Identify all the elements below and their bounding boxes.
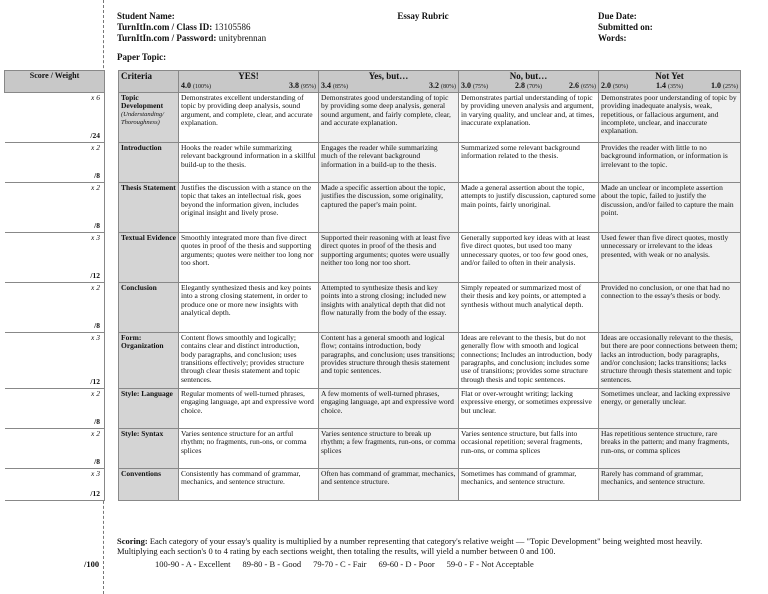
rubric-row — [5, 428, 741, 468]
student-name-label: Student Name: — [117, 11, 175, 21]
descriptor-yes: Smoothly integrated more than five direct quotes in proof of the thesis and supporting arguments; quotes were neither too long nor too short. — [179, 232, 319, 282]
criterion-name: Conventions — [121, 468, 162, 478]
score-cell — [5, 92, 105, 142]
descriptor-no-but: Summarized some relevant background information related to the thesis. — [459, 142, 599, 182]
score-cell — [5, 332, 105, 388]
class-id-label: TurnItIn.com / Class ID: — [117, 22, 213, 32]
spacer — [105, 232, 119, 282]
descriptor-yes-but: Content has a general smooth and logical flow; contains introduction, body paragraphs, and conclusion; uses transitions; provides structure through thesis statement and topic sentences. — [319, 332, 459, 388]
page-title: Essay Rubric — [397, 11, 449, 21]
criterion-cell — [119, 468, 179, 500]
score-weight-header: Score / Weight — [5, 71, 105, 93]
descriptor-not-yet: Provides the reader with little to no background information, or information is irrelevant to the topic. — [599, 142, 741, 182]
rubric-table — [4, 70, 741, 501]
scoring-explanation — [117, 536, 737, 556]
column-not-yet: Not Yet 2.0 (50%) 1.4 (35%) 1.0 (25%) — [599, 71, 741, 93]
password-value: unitybrennan — [218, 33, 267, 43]
total-score: /100 — [84, 559, 100, 569]
descriptor-yes: Elegantly synthesized thesis and key points into a strong closing statement, in order to produce one or more new insights with analytical depth. — [179, 282, 319, 332]
submitted-on-label: Submitted on: — [598, 22, 653, 32]
column-title: Not Yet — [655, 71, 684, 81]
row-total: /12 — [90, 271, 100, 281]
due-date-label: Due Date: — [598, 11, 637, 21]
descriptor-yes-but: A few moments of well-turned phrases, engaging language, apt and expressive word choice. — [319, 388, 459, 428]
descriptor-yes-but: Made a specific assertion about the topic, justifies the discussion, some originality, captured the paper's main point. — [319, 182, 459, 232]
descriptor-yes: Hooks the reader while summarizing relevant background information in a skillful build-up to the thesis. — [179, 142, 319, 182]
spacer — [105, 142, 119, 182]
column-no-but: No, but… 3.0 (75%) 2.8 (70%) 2.6 (65%) — [459, 71, 599, 93]
rubric-row — [5, 388, 741, 428]
descriptor-not-yet: Ideas are occasionally relevant to the thesis, but there are poor connections between them; lacks an introduction, body paragraphs, and/or conclusion; lacks transitions; lacks structure through thesis statement and topic sentences. — [599, 332, 741, 388]
rubric-row — [5, 182, 741, 232]
grade-scale — [155, 559, 534, 569]
row-total: /8 — [94, 417, 100, 427]
student-info — [117, 11, 387, 44]
descriptor-not-yet: Used fewer than five direct quotes, mostly unnecessary or irrelevant to the ideas presented, with weak or no analysis. — [599, 232, 741, 282]
criterion-name: Form: Organization — [121, 332, 164, 351]
criterion-name: Style: Syntax — [121, 428, 164, 438]
score-cell — [5, 232, 105, 282]
weight: x 3 — [91, 468, 100, 478]
descriptor-no-but: Generally supported key ideas with at least five direct quotes, but used too many unnecessary quotes, or too few good ones, and/or failed to often in their analysis. — [459, 232, 599, 282]
weight: x 2 — [91, 428, 100, 438]
descriptor-yes-but: Demonstrates good understanding of topic by providing some deep analysis, general sound argument, and fairly complete, clear, and accurate explanation. — [319, 92, 459, 142]
score-cell — [5, 428, 105, 468]
criterion-cell — [119, 428, 179, 468]
row-total: /8 — [94, 457, 100, 467]
criterion-cell — [119, 388, 179, 428]
criterion-cell — [119, 282, 179, 332]
descriptor-not-yet: Sometimes unclear, and lacking expressive energy, or generally unclear. — [599, 388, 741, 428]
weight: x 3 — [91, 332, 100, 342]
descriptor-yes-but: Engages the reader while summarizing much of the relevant background information in a build-up to the thesis. — [319, 142, 459, 182]
spacer — [105, 388, 119, 428]
column-yes: YES! 4.0 (100%) 3.8 (95%) — [179, 71, 319, 93]
spacer — [105, 468, 119, 500]
criterion-name: Style: Language — [121, 388, 173, 398]
descriptor-yes-but: Supported their reasoning with at least five direct quotes in proof of the thesis and supporting arguments; quotes were usually neither too long nor too short. — [319, 232, 459, 282]
rubric-row — [5, 232, 741, 282]
scoring-text: Each category of your essay's quality is multiplied by a number representing that category's relative weight — "Topic Development" being weighted most heavily. Multiplying each section's 0 to 4 rating by each sections weight, then totaling the results, will yield a number between 0 and 100. — [117, 536, 703, 556]
grade-a: 100-90 - A - Excellent — [155, 559, 231, 569]
descriptor-not-yet: Demonstrates poor understanding of topic by providing inadequate analysis, weak, repetitious, or fallacious argument, and incomplete, unclear, and inaccurate explanation. — [599, 92, 741, 142]
descriptor-yes: Content flows smoothly and logically; contains clear and distinct introduction, body paragraphs, and conclusion; uses transitions effectively; provides structure through clear thesis statement and topic sentences. — [179, 332, 319, 388]
spacer — [105, 332, 119, 388]
column-title: YES! — [238, 71, 259, 81]
descriptor-no-but: Demonstrates partial understanding of topic by providing uneven analysis and argument, in varying quality, and unclear and, at times, inaccurate explanation. — [459, 92, 599, 142]
descriptor-not-yet: Provided no conclusion, or one that had no connection to the essay's thesis or body. — [599, 282, 741, 332]
criterion-name: Topic Development — [121, 92, 164, 111]
weight: x 6 — [91, 92, 100, 102]
words-label: Words: — [598, 33, 627, 43]
spacer — [105, 92, 119, 142]
descriptor-yes: Varies sentence structure for an artful rhythm; no fragments, run-ons, or comma splices — [179, 428, 319, 468]
descriptor-no-but: Simply repeated or summarized most of their thesis and key points, or attempted a synthesis without much analytical depth. — [459, 282, 599, 332]
weight: x 2 — [91, 142, 100, 152]
rubric-row — [5, 142, 741, 182]
descriptor-yes: Demonstrates excellent understanding of topic by providing deep analysis, sound argument, and complete, clear, and accurate explanation. — [179, 92, 319, 142]
column-title: Yes, but… — [368, 71, 409, 81]
criterion-cell — [119, 92, 179, 142]
descriptor-no-but: Varies sentence structure, but falls into occasional repetition; several fragments, run-ons, or comma splices — [459, 428, 599, 468]
score-cell — [5, 182, 105, 232]
descriptor-yes: Regular moments of well-turned phrases, engaging language, apt and expressive word choice. — [179, 388, 319, 428]
rubric-row — [5, 468, 741, 500]
row-total: /8 — [94, 221, 100, 231]
criterion-cell — [119, 182, 179, 232]
weight: x 2 — [91, 388, 100, 398]
password-label: TurnItIn.com / Password: — [117, 33, 217, 43]
descriptor-yes-but: Attempted to synthesize thesis and key points into a strong closing; included new insights with analytical depth that did not flow naturally from the body of the essay. — [319, 282, 459, 332]
spacer — [105, 182, 119, 232]
rubric-row — [5, 282, 741, 332]
criterion-name: Conclusion — [121, 282, 157, 292]
row-total: /12 — [90, 489, 100, 499]
spacer — [105, 282, 119, 332]
rubric-header-row — [5, 71, 741, 93]
spacer — [105, 71, 119, 93]
descriptor-no-but: Sometimes has command of grammar, mechanics, and sentence structure. — [459, 468, 599, 500]
score-cell — [5, 282, 105, 332]
rubric-row — [5, 332, 741, 388]
criteria-header: Criteria — [119, 71, 179, 93]
score-cell — [5, 388, 105, 428]
score-cell — [5, 142, 105, 182]
descriptor-yes: Consistently has command of grammar, mechanics, and sentence structure. — [179, 468, 319, 500]
descriptor-not-yet: Has repetitious sentence structure, rare breaks in the pattern; and many fragments, run-ons, or comma splices — [599, 428, 741, 468]
submission-info — [598, 11, 758, 44]
descriptor-no-but: Ideas are relevant to the thesis, but do not generally flow with smooth and logical connections; Includes an introduction, body paragraphs, and conclusion; includes some use of transitions; provides some structure through thesis and topic sentences. — [459, 332, 599, 388]
descriptor-no-but: Flat or over-wrought writing; lacking expressive energy, or sometimes expressive but unclear. — [459, 388, 599, 428]
descriptor-yes-but: Often has command of grammar, mechanics, and sentence structure. — [319, 468, 459, 500]
grade-b: 89-80 - B - Good — [242, 559, 302, 569]
row-total: /8 — [94, 321, 100, 331]
criterion-name: Textual Evidence — [121, 232, 176, 242]
grade-f: 59-0 - F - Not Acceptable — [446, 559, 534, 569]
descriptor-no-but: Made a general assertion about the topic, attempts to justify discussion, captured some main points, fairly unoriginal. — [459, 182, 599, 232]
weight: x 3 — [91, 232, 100, 242]
score-cell — [5, 468, 105, 500]
row-total: /8 — [94, 171, 100, 181]
column-yes-but: Yes, but… 3.4 (85%) 3.2 (80%) — [319, 71, 459, 93]
descriptor-yes: Justifies the discussion with a stance on the topic that takes an intellectual risk, goes beyond the information given, includes original insight and lively prose. — [179, 182, 319, 232]
spacer — [105, 428, 119, 468]
criterion-name: Thesis Statement — [121, 182, 176, 192]
criterion-cell — [119, 332, 179, 388]
criterion-cell — [119, 142, 179, 182]
scoring-label: Scoring: — [117, 536, 148, 546]
weight: x 2 — [91, 282, 100, 292]
descriptor-yes-but: Varies sentence structure to break up rhythm; a few fragments, run-ons, or comma splices — [319, 428, 459, 468]
rubric-row — [5, 92, 741, 142]
row-total: /24 — [90, 131, 100, 141]
criterion-cell — [119, 232, 179, 282]
row-total: /12 — [90, 377, 100, 387]
paper-topic-label: Paper Topic: — [117, 52, 167, 62]
descriptor-not-yet: Made an unclear or incomplete assertion about the topic, failed to justify the discussion, and/or failed to capture the main point. — [599, 182, 741, 232]
criterion-name: Introduction — [121, 142, 162, 152]
weight: x 2 — [91, 182, 100, 192]
grade-c: 79-70 - C - Fair — [313, 559, 367, 569]
column-title: No, but… — [509, 71, 548, 81]
descriptor-not-yet: Rarely has command of grammar, mechanics, and sentence structure. — [599, 468, 741, 500]
criterion-note: (Understanding/ Thoroughness) — [121, 110, 164, 127]
class-id-value: 13105586 — [214, 22, 251, 32]
grade-d: 69-60 - D - Poor — [378, 559, 435, 569]
